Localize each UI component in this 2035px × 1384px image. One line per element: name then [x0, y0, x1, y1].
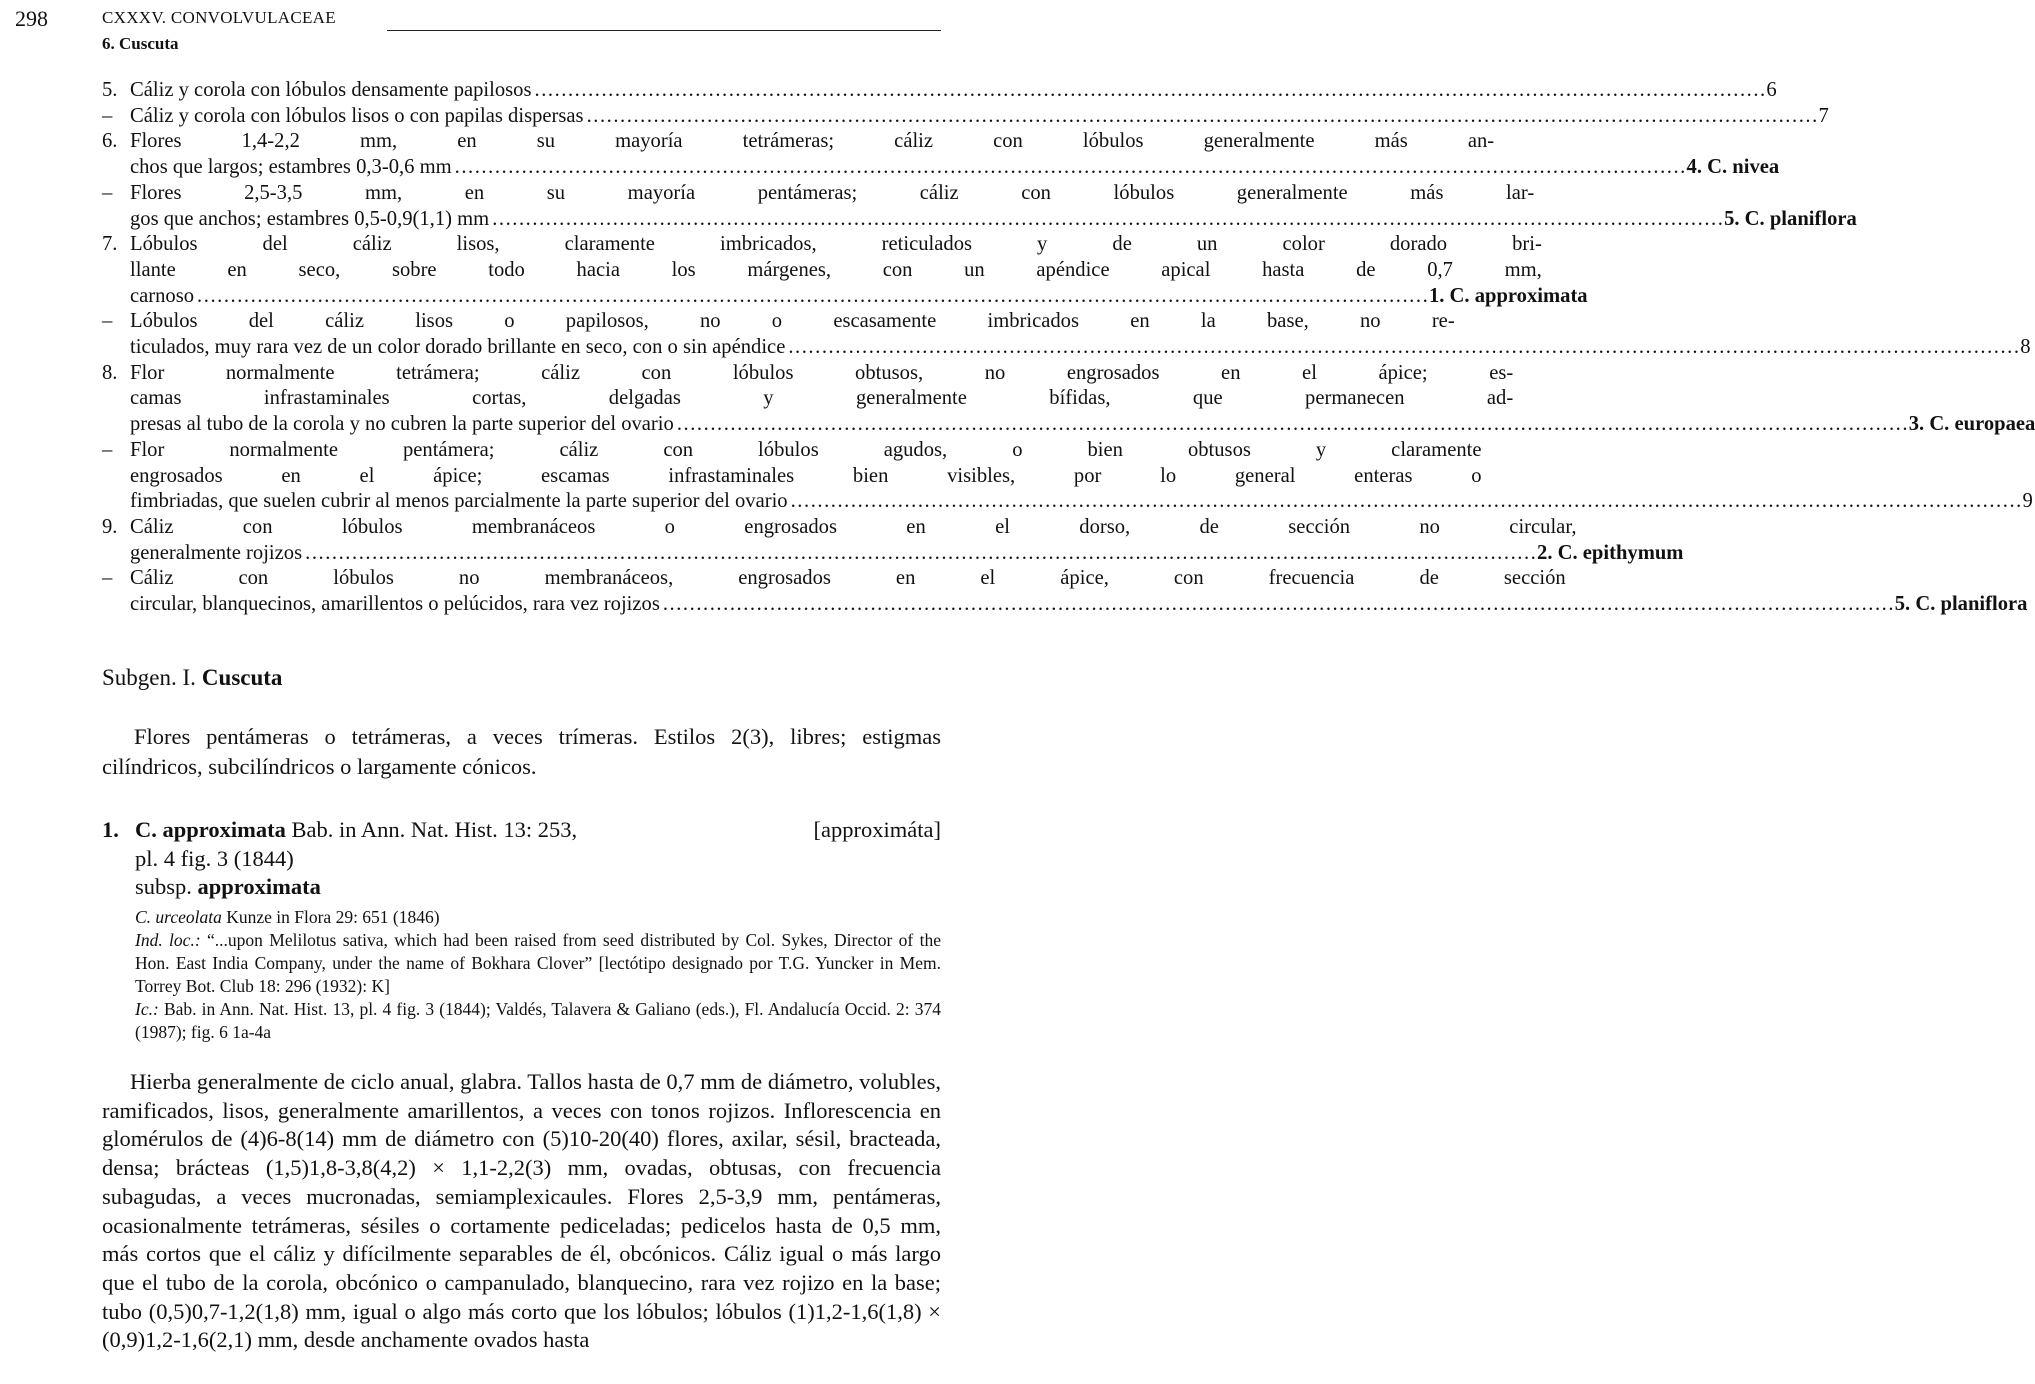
key-last-line: Cáliz y corola con lóbulos densamente papilosos [130, 79, 532, 101]
key-lead-line [130, 284, 1588, 310]
key-text [130, 181, 1857, 232]
key-lead-line [130, 489, 2033, 515]
page-number: 298 [15, 6, 48, 31]
species-number: 1. [102, 817, 119, 842]
key-lead-line [130, 155, 1780, 181]
key-couplet [102, 361, 2035, 438]
leader-dots [492, 207, 1721, 233]
key-couplet [102, 181, 1857, 232]
synonym-line [135, 906, 941, 929]
key-number: – [102, 567, 113, 590]
key-text [130, 104, 1829, 130]
key-number: 7. [102, 233, 118, 256]
species-citation-cont: pl. 4 fig. 3 (1844) [135, 845, 294, 871]
key-line: Lóbulos del cáliz lisos, claramente imbricados, reticulados y de un color dorado bri- [130, 233, 1542, 256]
key-destination: 2. C. epithymum [1537, 541, 1684, 564]
key-last-line: ticulados, muy rara vez de un color dorado brillante en seco, con o sin apéndice [130, 336, 786, 359]
key-couplet [102, 515, 1684, 566]
key-text [130, 78, 1777, 104]
key-text [130, 361, 2035, 438]
ic-text: Bab. in Ann. Nat. Hist. 13, pl. 4 fig. 3 (1844); Valdés, Talavera & Galiano (eds.), Fl. Andalucía Occid. 2: 374 (1987); fig. 6 1a-4a [135, 999, 941, 1042]
key-couplet [102, 566, 2028, 617]
species-name: C. approximata [135, 817, 286, 842]
leader-dots [677, 412, 1906, 438]
key-lead-line [130, 541, 1684, 567]
key-destination: 6 [1766, 79, 1777, 101]
key-number: 6. [102, 130, 118, 153]
key-line: engrosados en el ápice; escamas infrastaminales bien visibles, por lo general enteras o [130, 464, 1482, 487]
key-destination: 3. C. europaea [1908, 413, 2035, 436]
leader-dots [663, 592, 1892, 618]
leader-dots [587, 104, 1816, 130]
species-pronunciation: [approximáta] [813, 817, 941, 842]
key-text [130, 129, 1780, 180]
synonym-name: C. urceolata [135, 907, 222, 927]
key-line: llante en seco, sobre todo hacia los márgenes, con un apéndice apical hasta de 0,7 mm, [130, 258, 1542, 281]
key-line: Flores 2,5-3,5 mm, en su mayoría pentámeras; cáliz con lóbulos generalmente más lar- [130, 181, 1535, 204]
key-number: 9. [102, 515, 118, 538]
key-destination: 7 [1818, 104, 1829, 127]
key-destination: 4. C. nivea [1686, 156, 1780, 179]
synonym-ref: Kunze in Flora 29: 651 (1846) [226, 907, 440, 927]
iconography-line [135, 998, 941, 1044]
indloc-label: Ind. loc.: [135, 930, 201, 950]
key-line: Cáliz con lóbulos no membranáceos, engrosados en el ápice, con frecuencia de sección [130, 567, 1566, 590]
leader-dots [791, 489, 2020, 515]
key-last-line: carnoso [130, 284, 195, 307]
key-line: Flor normalmente tetrámera; cáliz con lóbulos obtusos, no engrosados en el ápice; es- [130, 361, 1514, 384]
species-citation: Bab. in Ann. Nat. Hist. 13: 253, [291, 817, 578, 842]
key-line: camas infrastaminales cortas, delgadas y generalmente bífidas, que permanecen ad- [130, 387, 1514, 410]
ic-label: Ic.: [135, 999, 159, 1019]
species-heading [102, 816, 941, 902]
key-line: Flores 1,4-2,2 mm, en su mayoría tetrámeras; cáliz con lóbulos generalmente más an- [130, 130, 1495, 153]
genus-heading: 6. Cuscuta [102, 34, 179, 53]
key-text [130, 232, 1588, 309]
key-destination: 5. C. planiflora [1724, 207, 1857, 230]
key-last-line: generalmente rojizos [130, 541, 303, 564]
key-line: Flor normalmente pentámera; cáliz con lóbulos agudos, o bien obtusos y claramente [130, 438, 1482, 461]
species-description: Hierba generalmente de ciclo anual, glabra. Tallos hasta de 0,7 mm de diámetro, volubles, ramificados, lisos, generalmente amarillentos, a veces con tonos rojizos. Inflorescencia en glomérulos de (4)6-8(14) mm de diámetro con (5)10-20(40) flores, axilar, sésil, bracteada, densa; brácteas (1,5)1,8-3,8(4,2) × 1,1-2,2(3) mm, ovadas, obtusas, con frecuencia subagudas, a veces mucronadas, semiamplexicaules. Flores 2,5-3,9 mm, pentámeras, ocasionalmente tetrámeras, sésiles o cortamente pediceladas; pedicelos hasta de 0,5 mm, más cortos que el cáliz y difícilmente separables de él, obcónicos. Cáliz igual o más largo que el tubo de la corola, obcónico o campanulado, blanquecino, rara vez rojizo en la base; tubo (0,5)0,7-1,2(1,8) mm, igual o algo más corto que los lóbulos; lóbulos (1)1,2-1,6(1,8) × (0,9)1,2-1,6(2,1) mm, desde anchamente ovados hasta [102, 1069, 941, 1353]
leader-dots [455, 155, 1684, 181]
header-rule [387, 30, 941, 31]
key-couplet [102, 309, 2031, 360]
key-lead-line [130, 104, 1829, 130]
key-number: – [102, 104, 113, 127]
key-text [130, 515, 1684, 566]
key-couplet [102, 438, 2033, 515]
key-lead-line [130, 412, 2035, 438]
key-couplet [102, 232, 1588, 309]
indloc-text: “...upon Melilotus sativa, which had been raised from seed distributed by Col. Sykes, Director of the Hon. East India Company, under the name of Bokhara Clover” [lectótipo designado por T.G. Yuncker in Mem. Torrey Bot. Club 18: 296 (1932): K] [135, 930, 941, 996]
key-lead-line [130, 592, 2028, 618]
subsp-label: subsp. [135, 874, 192, 899]
key-number: 5. [102, 79, 118, 101]
indloc-line [135, 929, 941, 998]
key-text [130, 438, 2033, 515]
key-number: – [102, 310, 113, 333]
key-couplet [102, 78, 1777, 104]
subgenus-name: Cuscuta [201, 665, 283, 690]
subgenus-label: Subgen. I. [102, 665, 196, 690]
key-last-line: chos que largos; estambres 0,3-0,6 mm [130, 156, 452, 179]
key-destination: 1. C. approximata [1428, 284, 1588, 307]
key-destination: 8 [2020, 336, 2031, 359]
key-text [130, 309, 2031, 360]
leader-dots [535, 78, 1764, 104]
key-number: – [102, 181, 113, 204]
key-lead-line [130, 207, 1857, 233]
key-last-line: gos que anchos; estambres 0,5-0,9(1,1) mm [130, 207, 490, 230]
key-destination: 5. C. planiflora [1894, 593, 2028, 616]
key-line: Lóbulos del cáliz lisos o papilosos, no o escasamente imbricados en la base, no re- [130, 310, 1455, 333]
key-number: 8. [102, 361, 118, 384]
key-number: – [102, 438, 113, 461]
subsp-name: approximata [197, 874, 321, 899]
key-couplet [102, 129, 1780, 180]
subspecies-line [102, 873, 941, 902]
leader-dots [197, 284, 1426, 310]
leader-dots [305, 541, 1534, 567]
key-last-line: Cáliz y corola con lóbulos lisos o con papilas dispersas [130, 104, 584, 127]
synonymy-block [135, 906, 941, 1044]
subgenus-heading [102, 665, 282, 691]
key-destination: 9 [2022, 490, 2033, 513]
key-last-line: presas al tubo de la corola y no cubren la parte superior del ovario [130, 413, 674, 436]
running-head: CXXXV. CONVOLVULACEAE [102, 8, 336, 27]
key-last-line: circular, blanquecinos, amarillentos o pelúcidos, rara vez rojizos [130, 593, 660, 616]
key-lead-line [130, 78, 1777, 104]
identification-key [102, 78, 2035, 618]
subgenus-description: Flores pentámeras o tetrámeras, a veces trímeras. Estilos 2(3), libres; estigmas cilíndricos, subcilíndricos o largamente cónicos. [102, 724, 941, 779]
leader-dots [788, 335, 2017, 361]
key-couplet [102, 104, 1829, 130]
key-last-line: fimbriadas, que suelen cubrir al menos parcialmente la parte superior del ovario [130, 490, 788, 513]
key-text [130, 566, 2028, 617]
key-line: Cáliz con lóbulos membranáceos o engrosados en el dorso, de sección no circular, [130, 515, 1577, 538]
key-lead-line [130, 335, 2031, 361]
